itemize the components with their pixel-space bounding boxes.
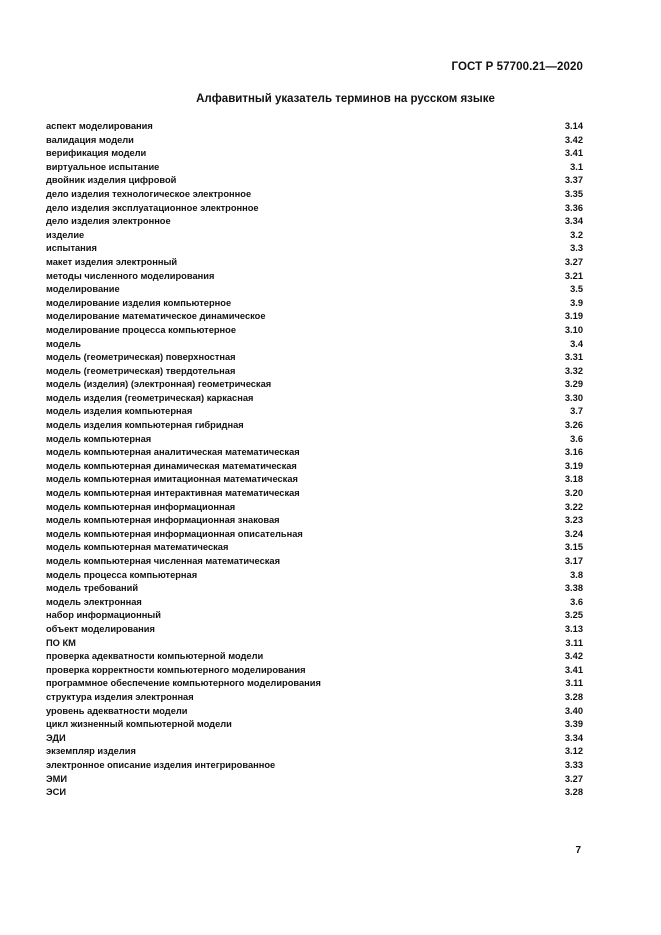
index-entry-term: модель компьютерная информационная описательная: [46, 528, 303, 539]
index-entry-ref: 3.12: [564, 746, 583, 757]
index-entry-term: модель компьютерная численная математическая: [46, 556, 281, 566]
index-entry: [46, 650, 583, 664]
index-entry-term: ЭСИ: [46, 787, 67, 798]
index-entry-ref: 3.23: [564, 515, 583, 526]
index-entry-ref: 3.42: [564, 134, 583, 145]
index-entry-ref: 3.30: [564, 392, 583, 403]
index-entry-term: модель компьютерная имитационная математическая: [46, 474, 298, 485]
index-entry-ref: 3.22: [564, 501, 583, 512]
index-entry: [46, 637, 583, 651]
index-entry-ref: 3.19: [564, 460, 583, 471]
index-entry: [46, 446, 583, 460]
index-entry-term: двойник изделия цифровой: [46, 175, 177, 186]
index-entry: [46, 174, 583, 188]
index-entry-term: дело изделия электронное: [46, 216, 171, 227]
index-entry-ref: 3.13: [564, 623, 583, 634]
index-entry-ref: 3.6: [570, 433, 583, 444]
index-entry-term: набор информационный: [46, 610, 161, 621]
index-entry-ref: 3.1: [570, 161, 583, 172]
index-entry: [46, 433, 583, 447]
index-entry: [46, 541, 583, 555]
index-entry: [46, 745, 583, 759]
index-entry-term: уровень адекватности модели: [46, 705, 188, 716]
index-entry-ref: 3.4: [570, 338, 583, 349]
index-entry-term: модель (геометрическая) твердотельная: [46, 365, 236, 376]
index-entry-ref: 3.10: [564, 324, 583, 335]
index-entry: [46, 324, 583, 338]
index-entry-term: модель изделия (геометрическая) каркасная: [46, 392, 254, 403]
index-entry: [46, 392, 583, 406]
term-index-list: [46, 120, 583, 800]
index-entry-ref: 3.19: [564, 311, 583, 322]
index-entry: [46, 664, 583, 678]
index-entry-ref: 3.21: [564, 270, 583, 281]
index-entry-term: модель компьютерная динамическая математическая: [46, 460, 297, 471]
index-entry-ref: 3.28: [564, 691, 583, 702]
index-entry-term: экземпляр изделия: [46, 746, 136, 757]
index-entry: [46, 705, 583, 719]
index-entry: [46, 460, 583, 474]
index-entry-ref: 3.27: [564, 773, 583, 784]
index-entry-ref: 3.14: [564, 121, 583, 131]
index-entry-term: модель компьютерная математическая: [46, 542, 229, 553]
index-entry: [46, 773, 583, 787]
index-entry-term: модель (изделия) (электронная) геометрическая: [46, 379, 272, 390]
index-entry-ref: 3.31: [564, 352, 583, 363]
index-entry-term: электронное описание изделия интегрированное: [46, 759, 276, 770]
index-entry-ref: 3.11: [565, 637, 583, 648]
index-entry: [46, 623, 583, 637]
index-entry-ref: 3.39: [564, 719, 583, 730]
index-entry: [46, 188, 583, 202]
document-code: ГОСТ Р 57700.21—2020: [451, 61, 583, 73]
index-entry-term: проверка корректности компьютерного моделирования: [46, 664, 306, 675]
index-title: Алфавитный указатель терминов на русском языке: [196, 93, 495, 105]
index-entry: [46, 147, 583, 161]
index-entry-ref: 3.8: [570, 569, 583, 580]
index-entry: [46, 283, 583, 297]
index-entry: [46, 759, 583, 773]
index-entry-ref: 3.11: [565, 678, 583, 689]
index-entry-term: аспект моделирования: [46, 121, 153, 131]
index-entry-term: изделие: [46, 229, 85, 240]
index-entry-term: дело изделия эксплуатационное электронное: [46, 202, 259, 213]
index-entry: [46, 732, 583, 746]
index-entry-ref: 3.15: [564, 542, 583, 553]
index-entry: [46, 473, 583, 487]
index-entry-term: модель: [46, 338, 82, 349]
index-entry-ref: 3.26: [564, 420, 583, 431]
index-entry: [46, 378, 583, 392]
index-entry: [46, 677, 583, 691]
index-entry-ref: 3.34: [564, 216, 583, 227]
index-entry-term: программное обеспечение компьютерного моделирования: [46, 678, 321, 689]
index-entry: [46, 501, 583, 515]
index-entry-term: дело изделия технологическое электронное: [46, 188, 252, 199]
index-entry-term: модель компьютерная: [46, 433, 152, 444]
index-entry: [46, 161, 583, 175]
index-entry-ref: 3.34: [564, 732, 583, 743]
index-entry-term: модель компьютерная аналитическая математическая: [46, 447, 300, 458]
index-entry-ref: 3.33: [564, 759, 583, 770]
index-entry-term: ЭДИ: [46, 732, 66, 743]
index-entry: [46, 405, 583, 419]
index-entry: [46, 487, 583, 501]
index-entry-ref: 3.16: [564, 447, 583, 458]
index-entry-term: моделирование: [46, 284, 120, 295]
index-entry-term: модель изделия компьютерная: [46, 406, 193, 417]
index-entry-ref: 3.40: [564, 705, 583, 716]
index-entry-term: модель компьютерная информационная: [46, 501, 236, 512]
index-entry-ref: 3.35: [564, 188, 583, 199]
index-entry-term: модель компьютерная интерактивная математическая: [46, 488, 300, 499]
index-entry-term: моделирование процесса компьютерное: [46, 324, 237, 335]
index-entry-term: модель изделия компьютерная гибридная: [46, 420, 244, 431]
index-entry-ref: 3.5: [570, 284, 583, 295]
index-entry: [46, 270, 583, 284]
index-entry: [46, 242, 583, 256]
index-entry-term: испытания: [46, 243, 97, 254]
index-entry: [46, 555, 583, 569]
index-entry: [46, 120, 583, 134]
index-entry-ref: 3.42: [564, 651, 583, 662]
page-number: 7: [575, 845, 581, 856]
index-entry: [46, 609, 583, 623]
index-entry-ref: 3.18: [564, 474, 583, 485]
index-entry-term: макет изделия электронный: [46, 256, 178, 267]
index-entry: [46, 351, 583, 365]
index-entry-ref: 3.38: [564, 583, 583, 594]
index-entry-term: модель электронная: [46, 596, 142, 607]
index-entry-ref: 3.29: [564, 379, 583, 390]
index-entry-ref: 3.41: [564, 148, 583, 159]
index-entry-term: объект моделирования: [46, 623, 155, 634]
index-entry-ref: 3.37: [564, 175, 583, 186]
index-entry-ref: 3.32: [564, 365, 583, 376]
index-entry: [46, 582, 583, 596]
index-entry-ref: 3.36: [564, 202, 583, 213]
index-entry-term: модель (геометрическая) поверхностная: [46, 352, 236, 363]
index-entry-term: верификация модели: [46, 148, 147, 159]
index-entry-term: валидация модели: [46, 134, 134, 145]
index-entry-ref: 3.7: [570, 406, 583, 417]
index-entry-ref: 3.28: [564, 787, 583, 798]
index-entry-term: моделирование изделия компьютерное: [46, 297, 232, 308]
index-entry: [46, 202, 583, 216]
index-entry-ref: 3.41: [564, 664, 583, 675]
index-entry-term: моделирование математическое динамическое: [46, 311, 266, 322]
index-entry-term: ПО КМ: [46, 637, 76, 648]
index-entry: [46, 310, 583, 324]
index-entry-ref: 3.20: [564, 488, 583, 499]
index-entry: [46, 691, 583, 705]
index-entry-ref: 3.2: [570, 229, 583, 240]
index-entry: [46, 256, 583, 270]
index-entry: [46, 338, 583, 352]
index-entry-ref: 3.25: [564, 610, 583, 621]
index-entry: [46, 786, 583, 800]
index-entry-term: модель требований: [46, 583, 139, 594]
index-entry: [46, 215, 583, 229]
index-entry-term: проверка адекватности компьютерной модели: [46, 651, 264, 662]
index-entry: [46, 718, 583, 732]
index-entry-ref: 3.6: [570, 596, 583, 607]
index-entry: [46, 365, 583, 379]
index-entry-term: модель компьютерная информационная знаковая: [46, 515, 280, 526]
index-entry-ref: 3.9: [570, 297, 583, 308]
index-entry: [46, 596, 583, 610]
index-entry: [46, 528, 583, 542]
index-entry: [46, 514, 583, 528]
index-entry-term: виртуальное испытание: [46, 161, 160, 172]
index-entry-ref: 3.3: [570, 243, 583, 254]
index-entry-term: цикл жизненный компьютерной модели: [46, 719, 232, 730]
index-entry: [46, 134, 583, 148]
index-entry-term: структура изделия электронная: [46, 691, 194, 702]
index-entry: [46, 569, 583, 583]
index-entry-term: модель процесса компьютерная: [46, 569, 198, 580]
index-entry-term: методы численного моделирования: [46, 270, 215, 281]
index-entry: [46, 297, 583, 311]
index-entry-term: ЭМИ: [46, 773, 68, 784]
index-entry-ref: 3.24: [564, 528, 583, 539]
index-entry: [46, 229, 583, 243]
index-entry: [46, 419, 583, 433]
index-entry-ref: 3.17: [564, 556, 583, 566]
index-entry-ref: 3.27: [564, 256, 583, 267]
